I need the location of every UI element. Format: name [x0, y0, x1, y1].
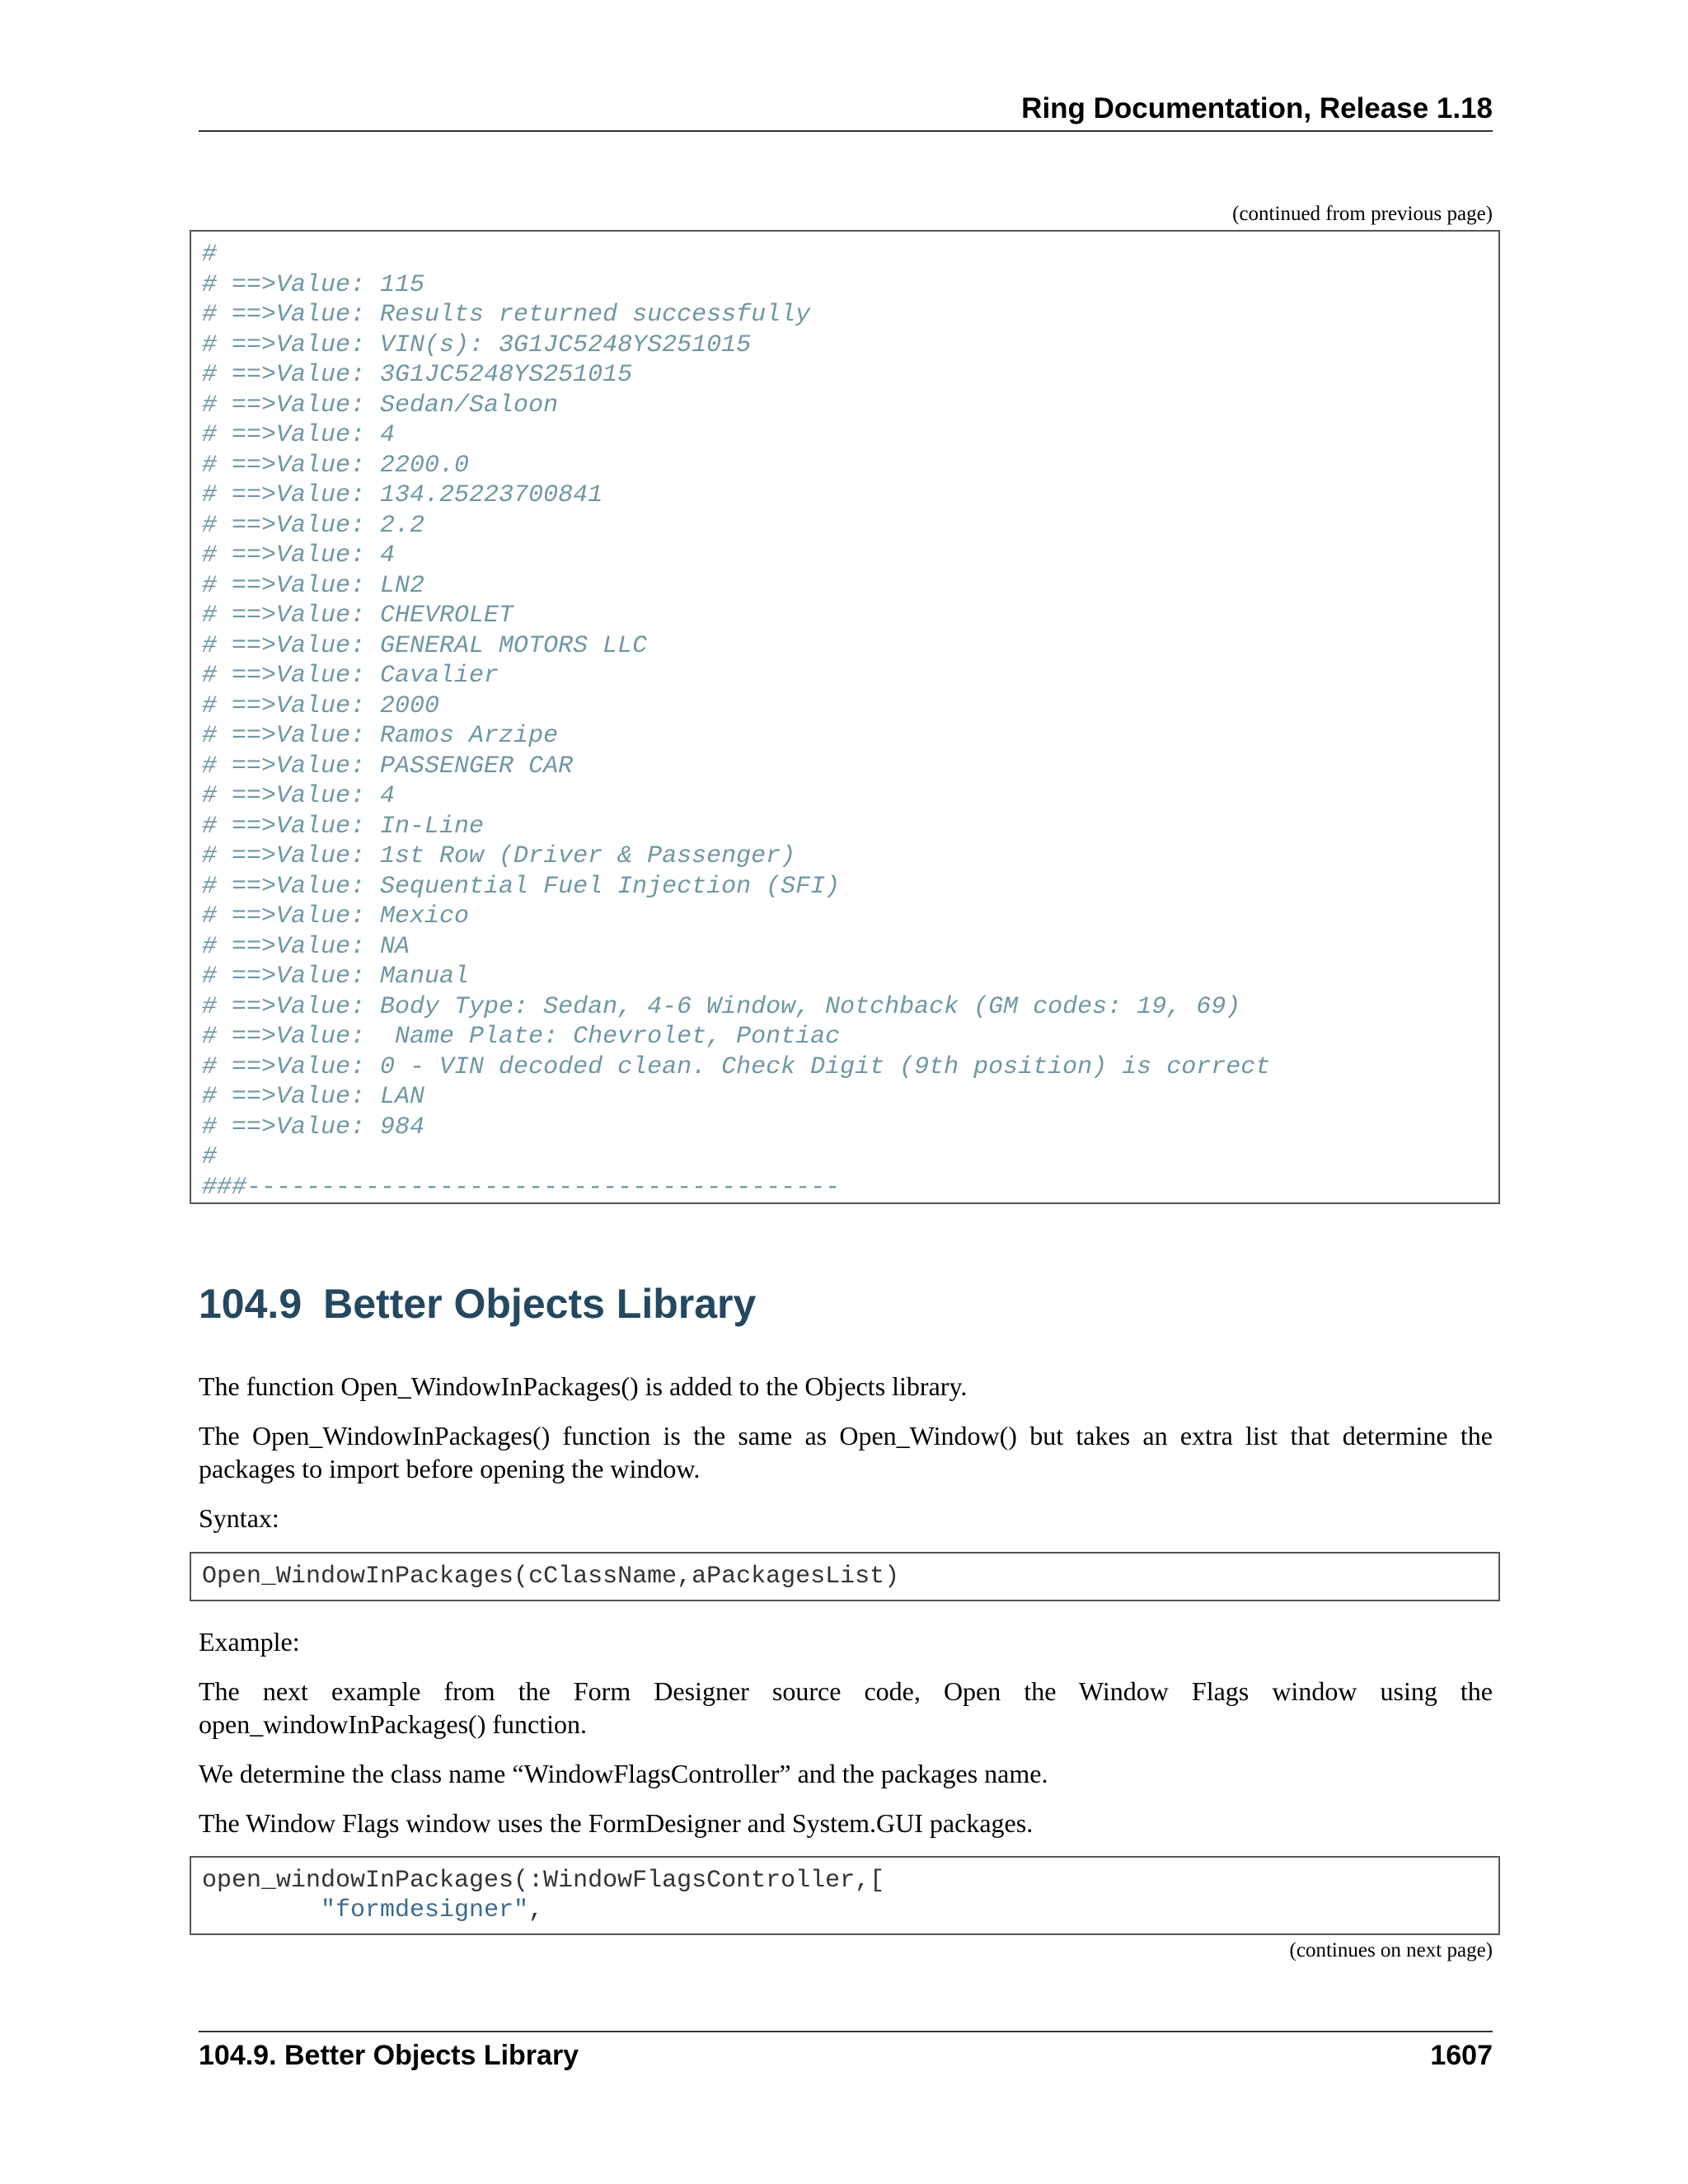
running-header-title: Ring Documentation, Release 1.18: [1021, 92, 1493, 124]
footer-rule: [199, 2031, 1493, 2032]
code-comment-line: # ==>Value: NA: [202, 932, 410, 961]
code-block-syntax: [190, 1552, 1500, 1601]
paragraph-example-description: The next example from the Form Designer source code, Open the Window Flags window using the open_windowInPackages() function.: [199, 1676, 1493, 1739]
code-line: [202, 1896, 543, 1925]
code-block-output: [190, 230, 1500, 1204]
code-comment-line: # ==>Value: Results returned successfully: [202, 301, 811, 329]
code-comment-line: #: [202, 1143, 218, 1171]
paragraph-syntax-label: Syntax:: [199, 1503, 279, 1533]
code-comment-line: #: [202, 241, 218, 269]
code-line: [202, 1866, 884, 1896]
code-comment-line: # ==>Value: Manual: [202, 963, 470, 991]
paragraph-intro: The function Open_WindowInPackages() is added to the Objects library.: [199, 1371, 968, 1401]
continues-on-caption: (continues on next page): [1289, 1939, 1493, 1961]
code-comment-line: # ==>Value: CHEVROLET: [202, 602, 514, 630]
section-title: Better Objects Library: [323, 1281, 757, 1327]
code-comment-line: # ==>Value: Body Type: Sedan, 4-6 Window, Notchback (GM codes: 19, 69): [202, 992, 1241, 1021]
paragraph-class-name: We determine the class name “WindowFlagsController” and the packages name.: [199, 1759, 1048, 1788]
code-indent: [202, 1896, 321, 1924]
paragraph-packages: The Window Flags window uses the FormDesigner and System.GUI packages.: [199, 1808, 1034, 1838]
code-comment-line: # ==>Value: 4: [202, 782, 396, 810]
code-comment-line: # ==>Value: 2.2: [202, 511, 425, 540]
paragraph-description: The Open_WindowInPackages() function is the same as Open_Window() but takes an extra list that determine the packages to import before opening the window.: [199, 1421, 1493, 1483]
code-comment-line: # ==>Value: 0 - VIN decoded clean. Check Digit (9th position) is correct: [202, 1052, 1271, 1081]
code-comment-line: # ==>Value: PASSENGER CAR: [202, 752, 574, 780]
header-rule: [199, 130, 1493, 132]
code-comment-line: # ==>Value: Sequential Fuel Injection (SFI): [202, 872, 841, 901]
code-comment-line: # ==>Value: 2200.0: [202, 451, 470, 480]
code-comment-line: # ==>Value: GENERAL MOTORS LLC: [202, 631, 648, 660]
code-comment-line: # ==>Value: Cavalier: [202, 662, 499, 690]
code-token-string: "formdesigner": [321, 1896, 529, 1924]
code-comment-line: # ==>Value: 2000: [202, 691, 440, 720]
page-number: 1607: [1430, 2040, 1493, 2071]
code-comment-line: # ==>Value: 1st Row (Driver & Passenger): [202, 842, 796, 870]
code-comment-line: # ==>Value: Ramos Arzipe: [202, 722, 559, 750]
code-comment-line: ###----------------------------------------: [202, 1173, 841, 1202]
code-comment-line: # ==>Value: LAN: [202, 1083, 425, 1111]
code-comment-line: # ==>Value: 3G1JC5248YS251015: [202, 361, 633, 389]
code-token-bracket: [: [870, 1867, 885, 1895]
section-heading: [199, 1280, 756, 1328]
code-token-comma: ,: [528, 1896, 544, 1924]
code-comment-line: # ==>Value: 984: [202, 1113, 425, 1141]
section-number: 104.9: [199, 1281, 302, 1327]
code-token-call: open_windowInPackages(:WindowFlagsController,: [202, 1867, 870, 1895]
code-line: Open_WindowInPackages(cClassName,aPackagesList): [202, 1563, 900, 1591]
code-comment-line: # ==>Value: Sedan/Saloon: [202, 391, 559, 419]
code-comment-line: # ==>Value: Name Plate: Chevrolet, Pontiac: [202, 1023, 841, 1051]
continued-from-caption: (continued from previous page): [1232, 203, 1493, 225]
footer-section-title: 104.9. Better Objects Library: [199, 2040, 579, 2071]
code-comment-line: # ==>Value: VIN(s): 3G1JC5248YS251015: [202, 330, 752, 359]
code-block-example: [190, 1856, 1500, 1935]
code-comment-line: # ==>Value: 4: [202, 541, 396, 569]
paragraph-example-label: Example:: [199, 1627, 300, 1657]
code-comment-line: # ==>Value: 134.25223700841: [202, 481, 603, 509]
code-comment-line: # ==>Value: 4: [202, 421, 396, 449]
code-comment-line: # ==>Value: 115: [202, 270, 425, 299]
code-comment-line: # ==>Value: Mexico: [202, 902, 470, 930]
code-comment-line: # ==>Value: LN2: [202, 571, 425, 600]
code-comment-line: # ==>Value: In-Line: [202, 812, 485, 841]
